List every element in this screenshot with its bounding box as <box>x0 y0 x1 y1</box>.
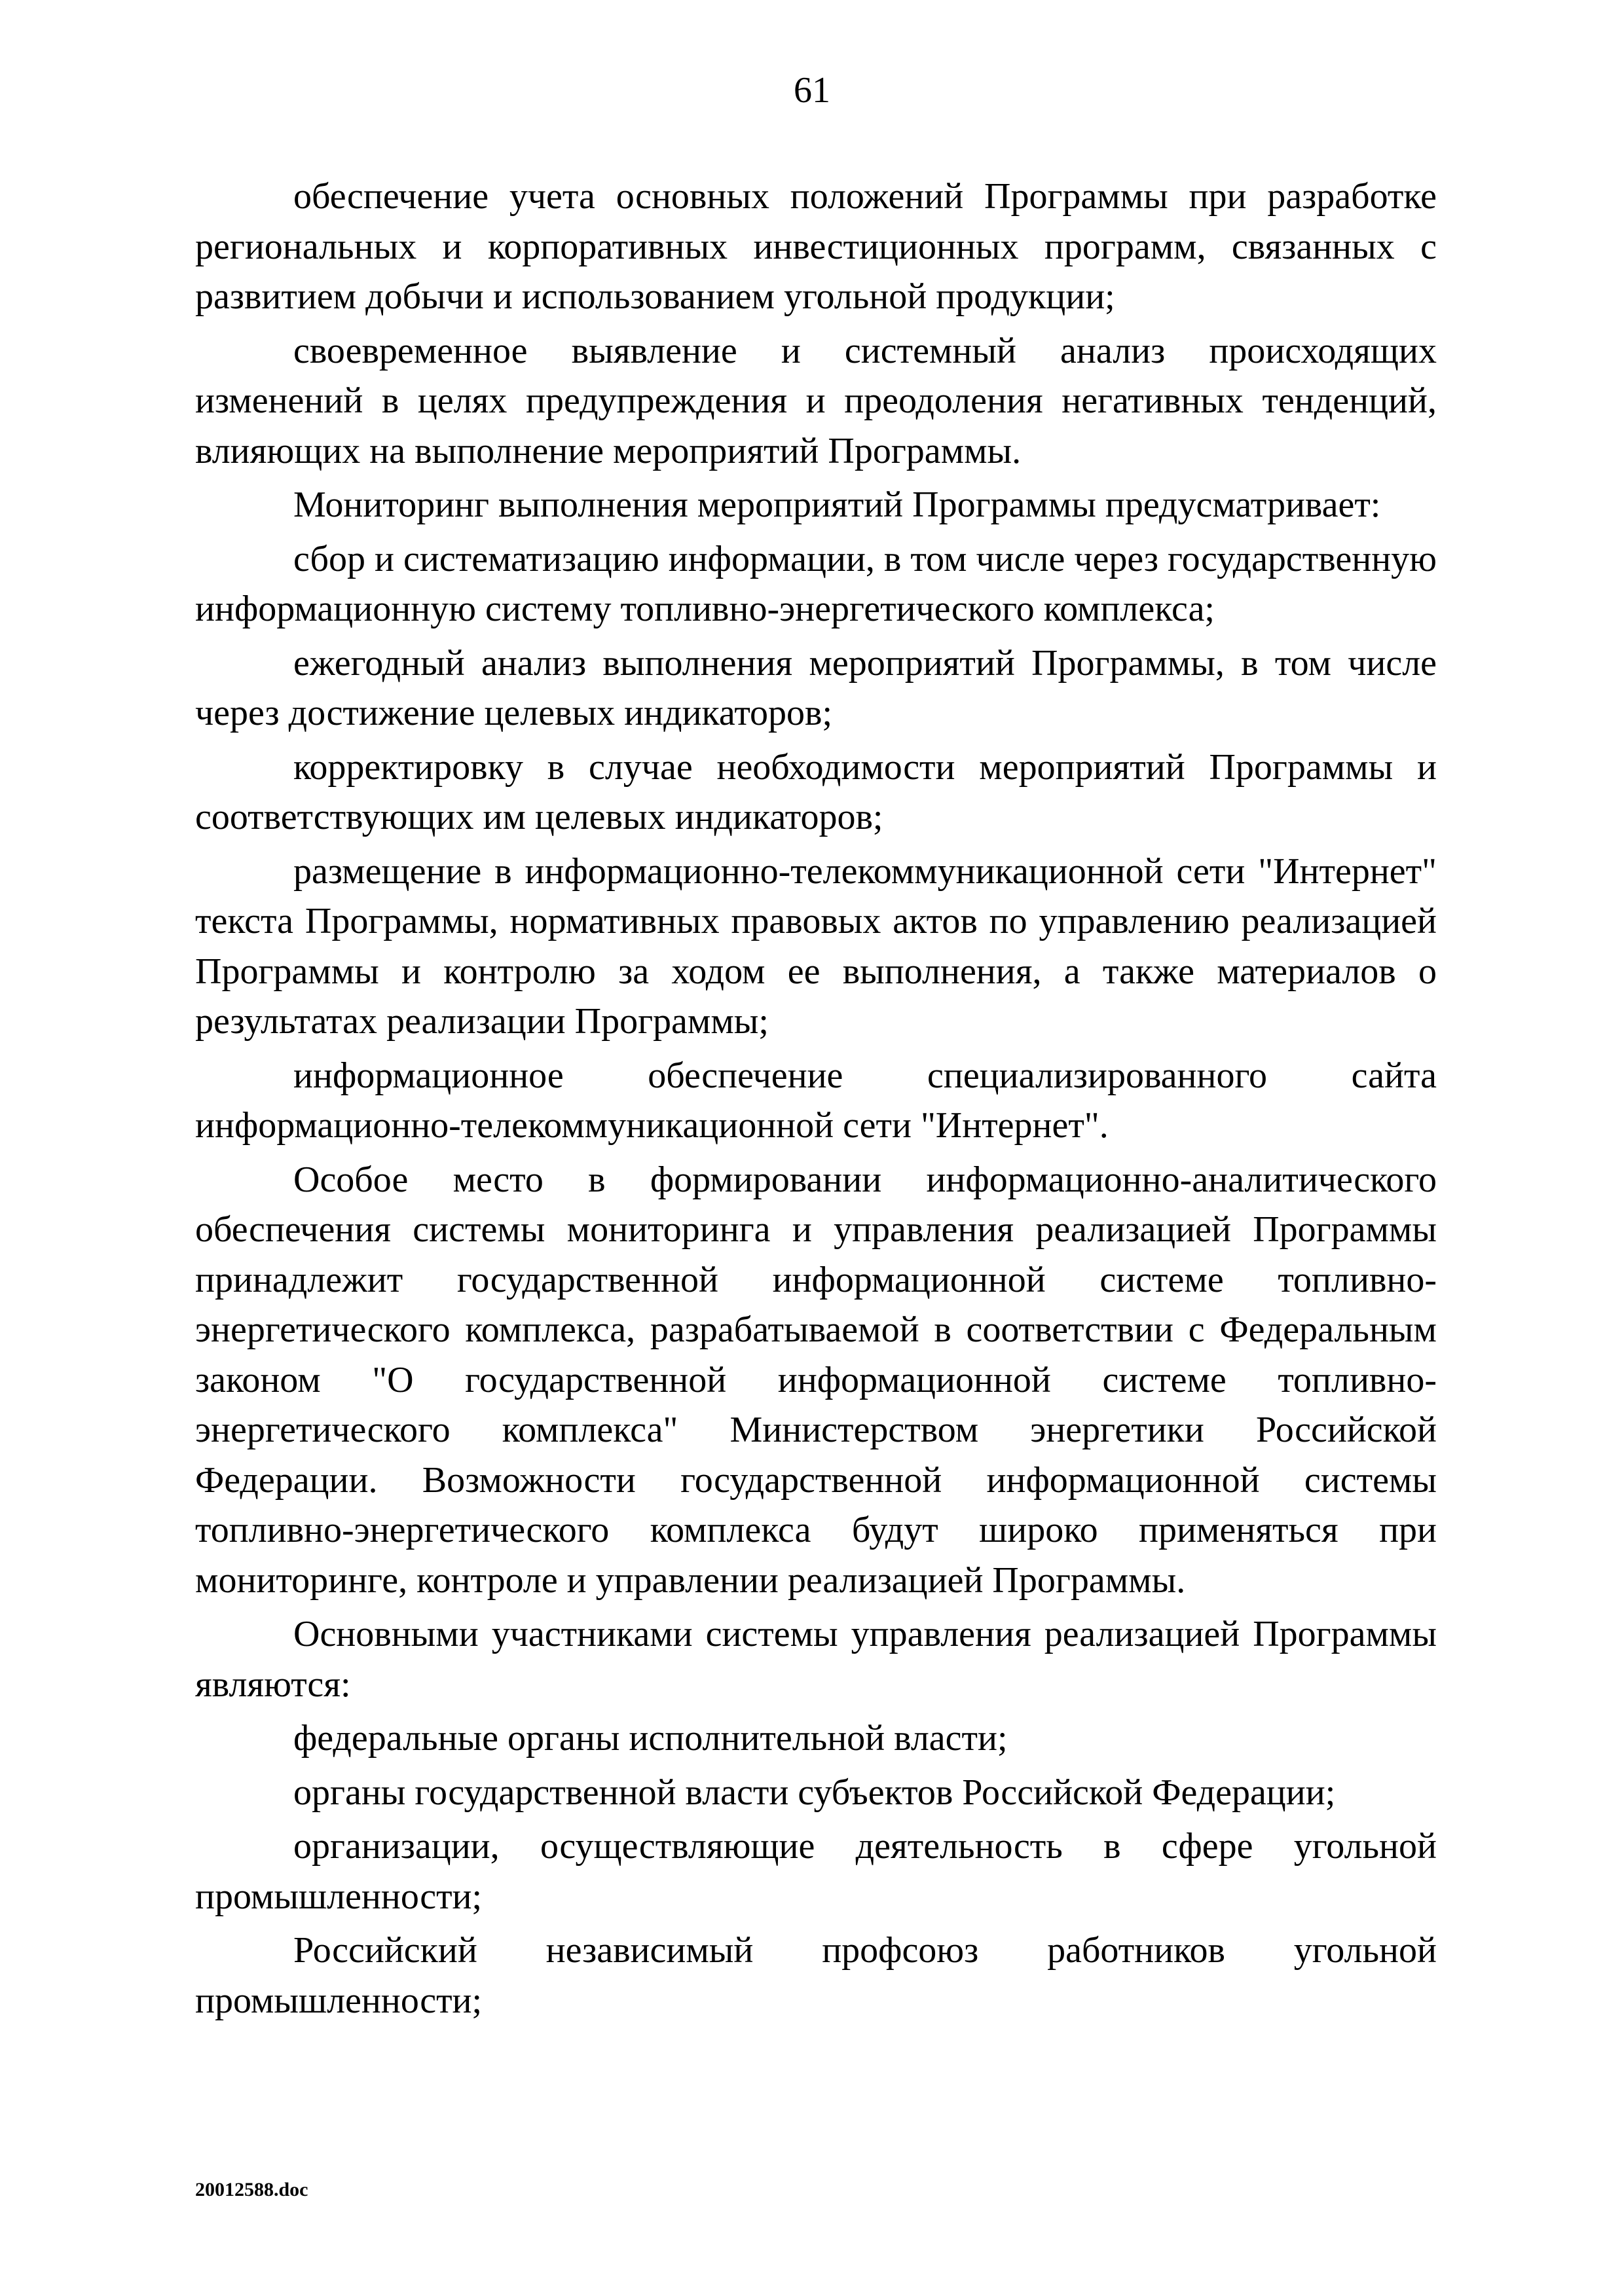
paragraph: Мониторинг выполнения мероприятий Программы предусматривает: <box>293 484 1381 525</box>
paragraph: информационное обеспечение специализированного сайта информационно-телекоммуникационной сети "Интернет". <box>195 1055 1437 1146</box>
paragraph: размещение в информационно-телекоммуникационной сети "Интернет" текста Программы, нормативных правовых актов по управлению реализацией Программы и контролю за ходом ее выполнения, а также материалов о результатах реализации Программы; <box>195 850 1437 1042</box>
paragraph: органы государственной власти субъектов Российской Федерации; <box>293 1772 1336 1813</box>
paragraph: корректировку в случае необходимости мероприятий Программы и соответствующих им целевых индикаторов; <box>195 746 1437 837</box>
paragraph: обеспечение учета основных положений Программы при разработке региональных и корпоративных инвестиционных программ, связанных с развитием добычи и использованием угольной продукции; <box>195 176 1437 317</box>
paragraph: своевременное выявление и системный анализ происходящих изменений в целях предупреждения и преодоления негативных тенденций, влияющих на выполнение мероприятий Программы. <box>195 330 1437 471</box>
paragraph: Российский независимый профсоюз работников угольной промышленности; <box>195 1930 1437 2021</box>
paragraph: Особое место в формировании информационно-аналитического обеспечения системы мониторинга и управления реализацией Программы принадлежит государственной информационной системе топливно-энергетического комплекса, разрабатываемой в соответствии с Федеральным законом "О государственной информационной системе топливно-энергетического комплекса" Министерством энергетики Российской Федерации. Возможности государственной информационной системы топливно-энергетического комплекса будут широко применяться при мониторинге, контроле и управлении реализацией Программы. <box>195 1159 1437 1601</box>
paragraph: Основными участниками системы управления реализацией Программы являются: <box>195 1614 1437 1705</box>
document-file-code: 20012588.doc <box>195 2179 308 2200</box>
document-body <box>195 172 1437 2030</box>
paragraph: федеральные органы исполнительной власти; <box>293 1718 1008 1758</box>
paragraph: ежегодный анализ выполнения мероприятий Программы, в том числе через достижение целевых индикаторов; <box>195 642 1437 733</box>
page-number: 61 <box>794 70 830 111</box>
paragraph: сбор и систематизацию информации, в том числе через государственную информационную систему топливно-энергетического комплекса; <box>195 538 1437 629</box>
paragraph: организации, осуществляющие деятельность в сфере угольной промышленности; <box>195 1826 1437 1917</box>
